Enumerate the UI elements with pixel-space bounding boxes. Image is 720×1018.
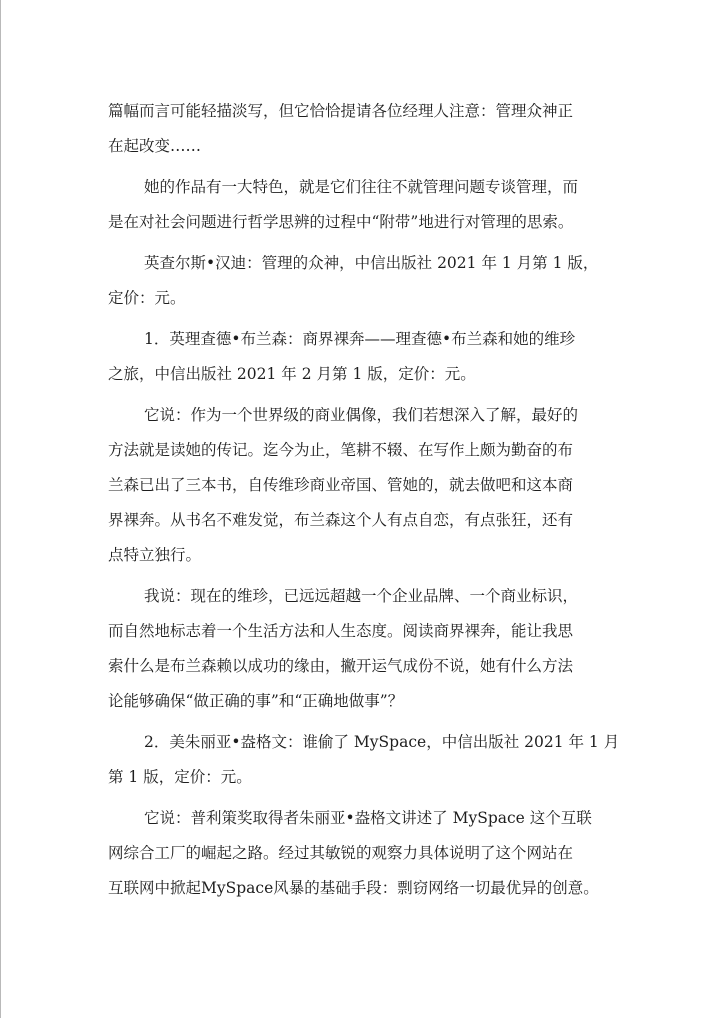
paragraph: 它说：普利策奖取得者朱丽亚•盎格文讲述了 MySpace 这个互联 网综合工厂的崛起之路。经过其敏锐的观察力具体说明了这个网站在 互联网中掀起MySpace风暴的基础手段：剽窃网络一切最优异的创意。: [108, 809, 599, 897]
paragraph: 篇幅而言可能轻描淡写，但它恰恰提请各位经理人注意：管理众神正 在起改变……: [108, 102, 574, 155]
paragraph: 它说：作为一个世界级的商业偶像，我们若想深入了解，最好的 方法就是读她的传记。迄今为止，笔耕不辍、在写作上颇为勤奋的布 兰森已出了三本书，自传维珍商业帝国、管她的，就去做吧和这本商 界裸奔。从书名不难发觉，布兰森这个人有点自恋，有点张狂，还有 点特立独行。: [108, 406, 579, 564]
paragraph: 英查尔斯•汉迪：管理的众神，中信出版社 2021 年 1 月第 1 版， 定价：元。: [108, 254, 599, 307]
paragraph: 1．英理查德•布兰森：商界裸奔——理查德•布兰森和她的维珍 之旅，中信出版社 2021 年 2 月第 1 版，定价：元。: [108, 330, 576, 383]
paragraph: 她的作品有一大特色，就是它们往往不就管理问题专谈管理，而 是在对社会问题进行哲学思辨的过程中“附带”地进行对管理的思索。: [108, 178, 579, 231]
document-body: [108, 94, 714, 912]
paragraph: 2．美朱丽亚•盎格文：谁偷了 MySpace，中信出版社 2021 年 1 月 第 1 版，定价：元。: [108, 733, 620, 786]
page-edge: [0, 0, 1, 1018]
paragraph: 我说：现在的维珍，已远远超越一个企业品牌、一个商业标识， 而自然地标志着一个生活方法和人生态度。阅读商界裸奔，能让我思 索什么是布兰森赖以成功的缘由，撇开运气成份不说，她有什么方法 论能够确保“做正确的事”和“正确地做事”？: [108, 587, 579, 710]
